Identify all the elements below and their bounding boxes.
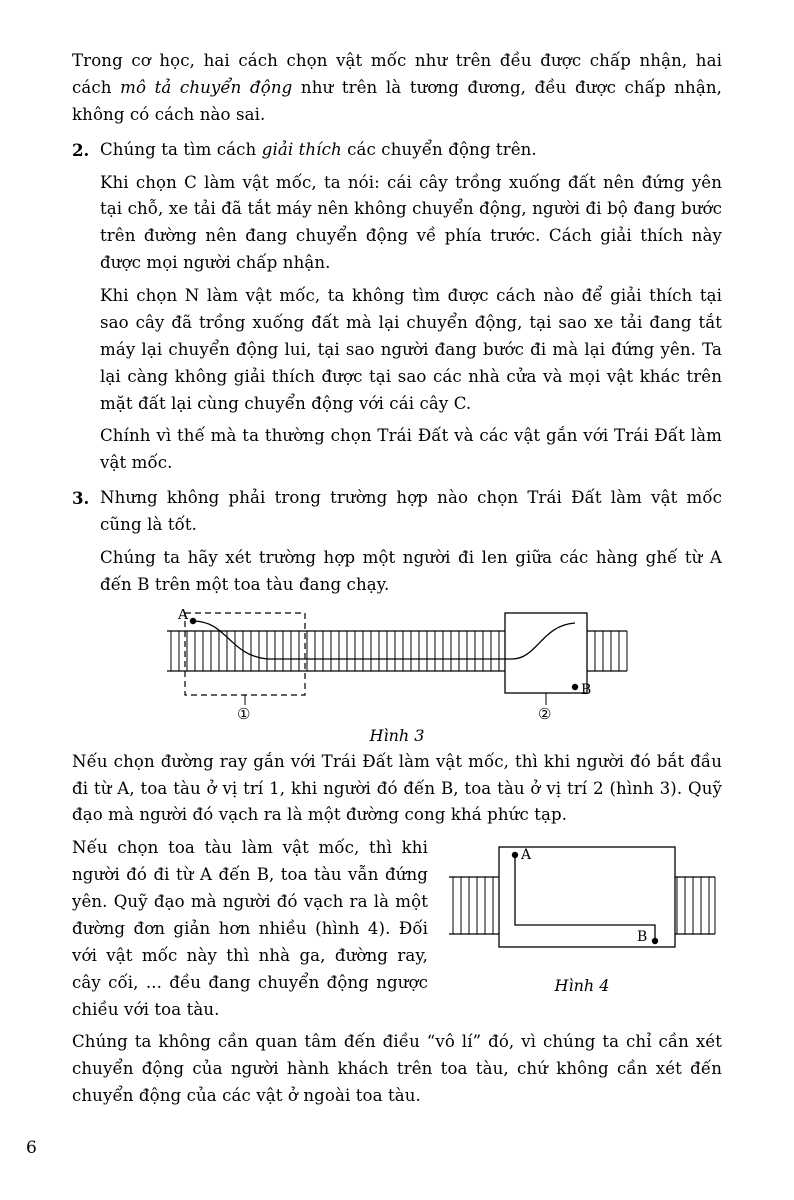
list-item-3-text: Nhưng không phải trong trường hợp nào chọn Trái Đất làm vật mốc cũng là tốt. xyxy=(100,488,722,534)
list-item-3 xyxy=(72,485,722,539)
fig4-point-a-dot xyxy=(512,852,518,858)
paragraph-intro-part1: Trong cơ học, hai cách chọn vật mốc như trên đều được chấp nhận, hai cách xyxy=(72,51,722,97)
figure-4-label-a: A xyxy=(521,847,532,864)
paragraph-intro-italic: mô tả chuyển động xyxy=(120,77,293,97)
figure-4-label-b: B xyxy=(637,929,648,946)
paragraph-toa-tau: Chúng ta hãy xét trường hợp một người đi len giữa các hàng ghế từ A đến B trên một toa tàu đang chạy. xyxy=(100,547,722,594)
figure-4 xyxy=(442,839,722,995)
fig4-point-b-dot xyxy=(652,938,658,944)
paragraph-fig4-text: Nếu chọn toa tàu làm vật mốc, thì khi người đó đi từ A đến B, toa tàu vẫn đứng yên. Quỹ đạo mà người đó vạch ra là một đường đơn giản hơn nhiều (hình 4). Đối với vật mốc này thì nhà ga, đường ray, cây cối, ... đều đang chuyển động ngược chiều với toa tàu. xyxy=(72,838,428,1019)
paragraph-last: Chúng ta không cần quan tâm đến điều “vô lí” đó, vì chúng ta chỉ cần xét chuyển động của người hành khách trên toa tàu, chứ không cần xét đến chuyển động của các vật ở ngoài toa tàu. xyxy=(72,1032,722,1106)
carriage-box xyxy=(505,613,587,693)
paragraph-intro xyxy=(72,48,722,129)
paragraph-moc-n: Khi chọn N làm vật mốc, ta không tìm được cách nào để giải thích tại sao cây đã trồng xuống đất mà lại chuyển động, tại sao xe tải đang tắt máy lại chuyển động lui, tại sao người đang bước đi mà lại đứng yên. Ta lại càng không giải thích được tại sao các nhà cửa và mọi vật khác trên mặt đất lại cùng chuyển động với cái cây C. xyxy=(100,286,722,413)
figure-3-label-a: A xyxy=(178,608,189,623)
list-item-2-text xyxy=(100,137,722,164)
list-item-2-part2: các chuyển động trên. xyxy=(341,139,537,159)
figure-3-drawing xyxy=(157,609,637,724)
figure-4-wrap xyxy=(72,835,722,1029)
paragraph-after-fig3: Nếu chọn đường ray gắn với Trái Đất làm vật mốc, thì khi người đó bắt đầu đi từ A, toa tàu ở vị trí 1, khi người đó đến B, toa tàu ở vị trí 2 (hình 3). Quỹ đạo mà người đó vạch ra là một đường cong khá phức tạp. xyxy=(72,751,722,825)
list-item-3-number: 3. xyxy=(72,488,90,509)
paragraph-trai-dat: Chính vì thế mà ta thường chọn Trái Đất và các vật gắn với Trái Đất làm vật mốc. xyxy=(100,426,722,473)
figure-3-caption: Hình 3 xyxy=(369,725,425,745)
list-item-3-body xyxy=(72,545,722,599)
point-a-dot xyxy=(190,617,196,623)
list-item-2-part1: Chúng ta tìm cách xyxy=(100,139,262,159)
figure-3 xyxy=(72,609,722,745)
figure-3-marker-2: ② xyxy=(538,704,552,723)
page-content xyxy=(72,48,722,1116)
list-item-2-italic: giải thích xyxy=(261,139,342,159)
figure-4-caption: Hình 4 xyxy=(554,976,610,996)
paragraph-intro-part2: như trên là tương đương, đều được chấp nhận, không có cách nào sai. xyxy=(72,77,722,124)
list-item-2 xyxy=(72,137,722,164)
page-number: 6 xyxy=(26,1138,37,1158)
figure-3-label-b: B xyxy=(581,681,592,698)
figure-4-drawing xyxy=(447,839,717,974)
list-item-2-body xyxy=(72,170,722,478)
paragraph-moc-c: Khi chọn C làm vật mốc, ta nói: cái cây trồng xuống đất nên đứng yên tại chỗ, xe tải đã tắt máy nên không chuyển động, người đi bộ đang bước trên đường nên đang chuyển động về phía trước. Cách giải thích này được mọi người chấp nhận. xyxy=(100,172,722,273)
point-b-dot xyxy=(572,683,578,689)
figure-3-marker-1: ① xyxy=(237,704,251,723)
list-item-2-number: 2. xyxy=(72,139,90,160)
